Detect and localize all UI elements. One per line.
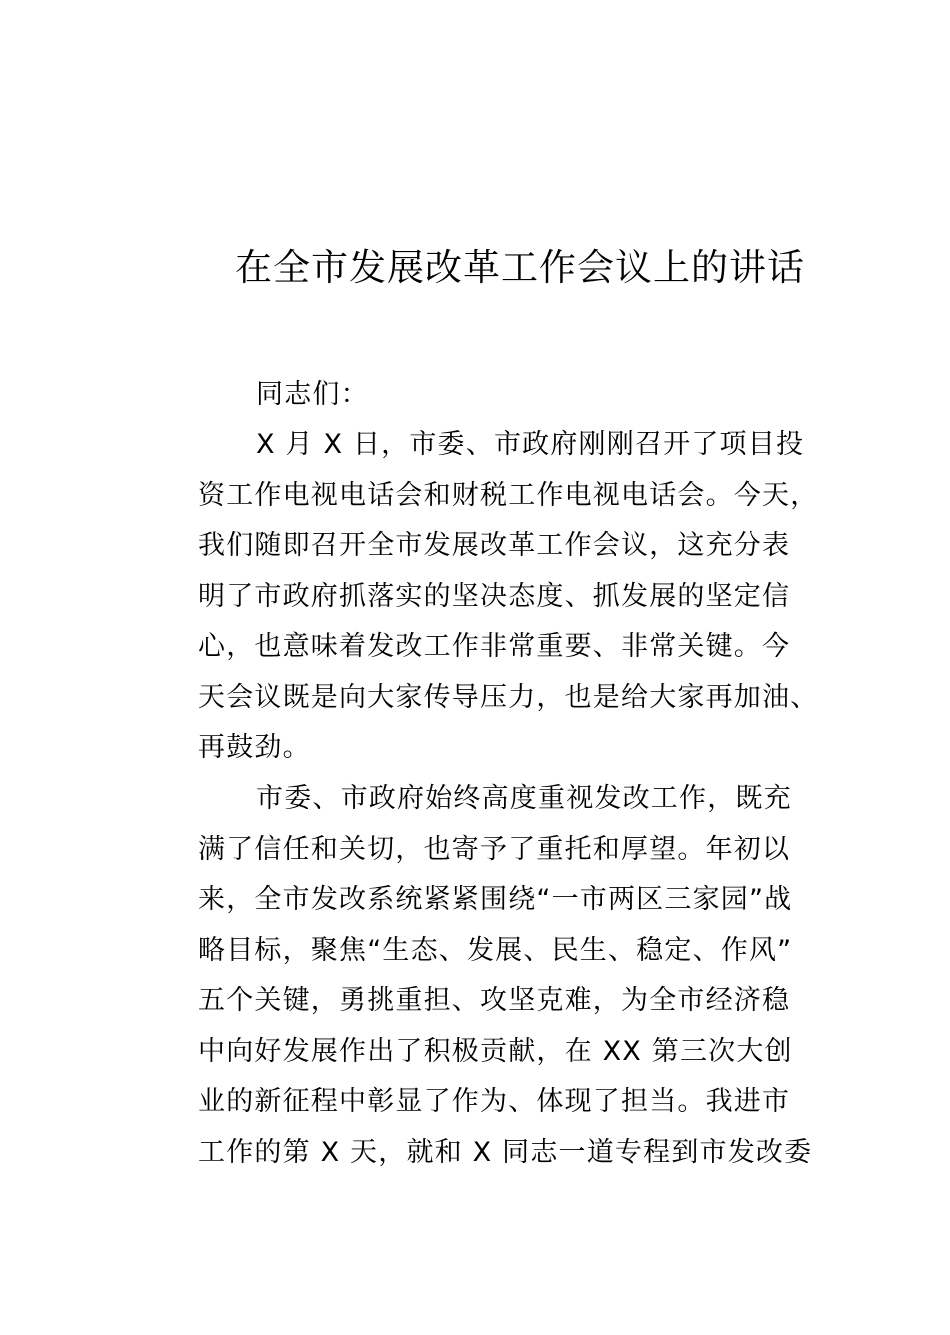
salutation-block <box>198 370 838 421</box>
paragraph-2 <box>198 774 838 1178</box>
paragraph-line: 满了信任和关切，也寄予了重托和厚望。年初以 <box>198 833 791 865</box>
paragraph-line: 业的新征程中彰显了作为、体现了担当。我进市 <box>198 1086 791 1117</box>
paragraph-line: 市委、市政府始终高度重视发改工作，既充 <box>256 783 792 814</box>
paragraph-line: 我们随即召开全市发展改革工作会议，这充分表 <box>198 530 791 561</box>
paragraph-line: 五个关键，勇挑重担、攻坚克难，为全市经济稳 <box>198 985 791 1016</box>
salutation: 同志们： <box>256 379 369 410</box>
paragraph-line: 工作的第 X 天，就和 X 同志一道专程到市发改委 <box>198 1136 813 1168</box>
paragraph-line: 心，也意味着发改工作非常重要、非常关键。今 <box>198 631 791 662</box>
paragraph-line: 中向好发展作出了积极贡献，在 XX 第三次大创 <box>198 1035 793 1067</box>
paragraph-line: 来，全市发改系统紧紧围绕“一市两区三家园”战 <box>198 884 793 915</box>
paragraph-line: 天会议既是向大家传导压力，也是给大家再加油、 <box>198 681 819 713</box>
paragraph-line: X 月 X 日，市委、市政府刚刚召开了项目投 <box>256 429 805 460</box>
paragraph-1 <box>198 420 838 774</box>
paragraph-line: 略目标，聚焦“生态、发展、民生、稳定、作风” <box>198 934 793 966</box>
paragraph-line: 资工作电视电话会和财税工作电视电话会。今天， <box>198 479 819 511</box>
document-title: 在全市发展改革工作会议上的讲话 <box>235 246 805 289</box>
paragraph-line: 明了市政府抓落实的坚决态度、抓发展的坚定信 <box>198 580 791 612</box>
paragraph-line: 再鼓劲。 <box>198 732 311 763</box>
